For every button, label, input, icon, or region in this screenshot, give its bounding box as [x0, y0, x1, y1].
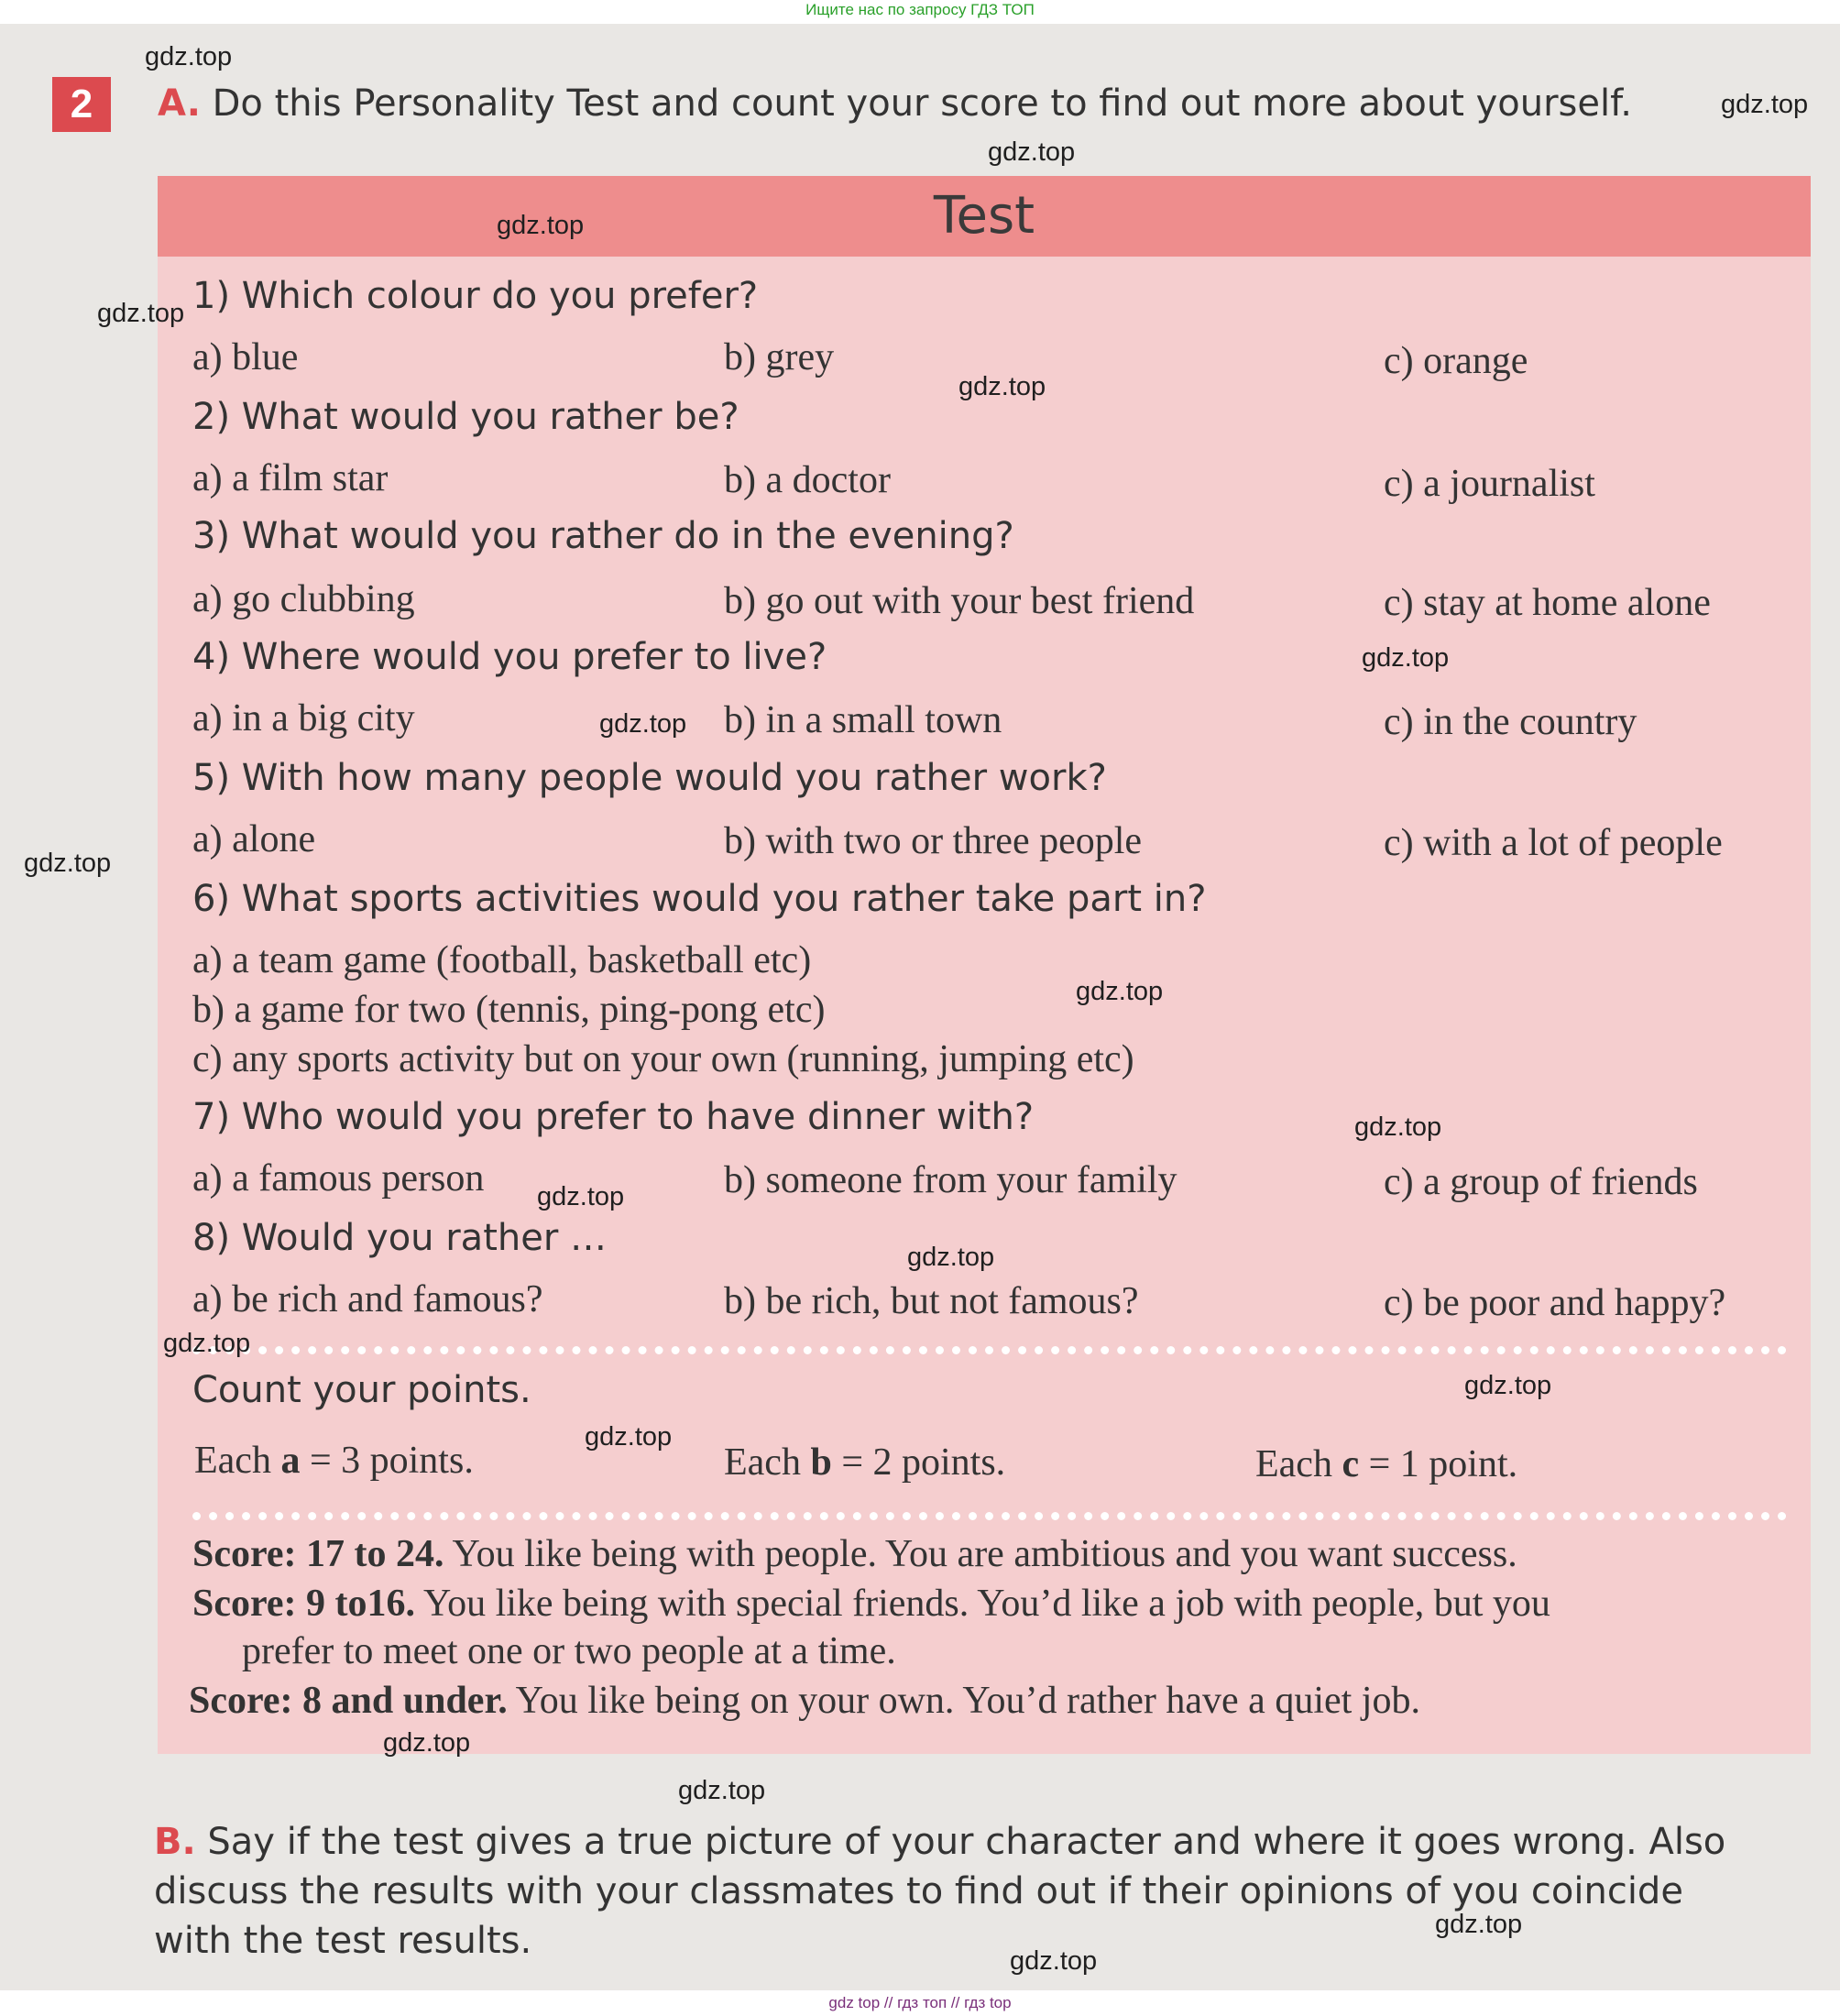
score-mid: Score: 9 to16. You like being with special friends. You’d like a job with people, but you [192, 1583, 1550, 1625]
top-banner[interactable]: Ищите нас по запросу ГДЗ ТОП [0, 0, 1840, 24]
question-2: 2) What would you rather be? [192, 396, 739, 438]
question-6: 6) What sports activities would you rather take part in? [192, 878, 1207, 920]
test-title: Test [158, 176, 1811, 257]
watermark: gdz.top [988, 137, 1076, 167]
watermark: gdz.top [537, 1182, 625, 1211]
exercise-number: 2 [52, 77, 111, 132]
task-b-line-2: discuss the results with your classmates to find out if their opinions of you coincide [154, 1870, 1683, 1912]
task-b-letter: B. [154, 1821, 196, 1863]
watermark: gdz.top [907, 1243, 995, 1272]
score-high: Score: 17 to 24. You like being with people. You are ambitious and you want success. [192, 1533, 1517, 1575]
task-a-text: Do this Personality Test and count your score to find out more about yourself. [212, 82, 1632, 125]
watermark: gdz.top [1435, 1910, 1523, 1939]
question-7: 7) Who would you prefer to have dinner with? [192, 1096, 1035, 1138]
q3-option-a: a) go clubbing [192, 578, 415, 620]
q7-option-a: a) a famous person [192, 1157, 485, 1200]
watermark: gdz.top [163, 1329, 251, 1358]
q6-option-a: a) a team game (football, basketball etc) [192, 939, 812, 981]
watermark: gdz.top [1464, 1371, 1552, 1400]
count-title: Count your points. [192, 1369, 531, 1411]
watermark: gdz.top [1721, 90, 1809, 119]
task-a [158, 79, 1632, 128]
q8-option-a: a) be rich and famous? [192, 1278, 543, 1320]
dotted-divider-2 [192, 1512, 1787, 1520]
points-a: Each a = 3 points. [194, 1440, 474, 1482]
bottom-banner[interactable]: gdz top // гдз топ // гдз top [0, 1990, 1840, 2016]
watermark: gdz.top [1076, 977, 1164, 1006]
dotted-divider-1 [192, 1346, 1787, 1354]
q2-option-c: c) a journalist [1384, 463, 1595, 505]
question-5: 5) With how many people would you rather work? [192, 757, 1107, 799]
q8-option-c: c) be poor and happy? [1384, 1282, 1726, 1324]
q3-option-b: b) go out with your best friend [724, 580, 1195, 622]
question-8: 8) Would you rather … [192, 1217, 607, 1259]
watermark: gdz.top [383, 1728, 471, 1758]
q4-option-b: b) in a small town [724, 699, 1002, 741]
question-3: 3) What would you rather do in the evening? [192, 515, 1014, 557]
score-low: Score: 8 and under. You like being on your own. You’d rather have a quiet job. [189, 1680, 1420, 1722]
task-b-line-1: B. Say if the test gives a true picture of your character and where it goes wrong. Also [154, 1821, 1726, 1863]
watermark: gdz.top [585, 1422, 673, 1452]
points-b: Each b = 2 points. [724, 1441, 1006, 1484]
watermark: gdz.top [958, 372, 1046, 401]
q2-option-a: a) a film star [192, 457, 389, 499]
q6-option-b: b) a game for two (tennis, ping-pong etc) [192, 989, 826, 1031]
watermark: gdz.top [497, 211, 585, 240]
watermark: gdz.top [1010, 1946, 1098, 1976]
q7-option-c: c) a group of friends [1384, 1161, 1698, 1203]
watermark: gdz.top [24, 849, 112, 878]
q2-option-b: b) a doctor [724, 459, 891, 501]
q5-option-a: a) alone [192, 818, 316, 860]
question-1: 1) Which colour do you prefer? [192, 275, 759, 317]
q4-option-c: c) in the country [1384, 701, 1637, 743]
watermark: gdz.top [678, 1776, 766, 1805]
q6-option-c: c) any sports activity but on your own (running, jumping etc) [192, 1038, 1134, 1080]
points-c: Each c = 1 point. [1255, 1443, 1518, 1485]
q5-option-c: c) with a lot of people [1384, 822, 1723, 864]
watermark: gdz.top [97, 299, 185, 328]
watermark: gdz.top [1362, 643, 1450, 673]
task-b-line-3: with the test results. [154, 1920, 532, 1962]
score-mid-continued: prefer to meet one or two people at a time. [242, 1630, 896, 1672]
q1-option-c: c) orange [1384, 340, 1528, 382]
task-a-letter: A. [158, 82, 201, 125]
q4-option-a: a) in a big city [192, 697, 415, 740]
question-4: 4) Where would you prefer to live? [192, 636, 827, 678]
q1-option-b: b) grey [724, 336, 835, 378]
q8-option-b: b) be rich, but not famous? [724, 1280, 1139, 1322]
q1-option-a: a) blue [192, 336, 299, 378]
q5-option-b: b) with two or three people [724, 820, 1143, 862]
watermark: gdz.top [1354, 1112, 1442, 1142]
watermark: gdz.top [145, 42, 233, 71]
q7-option-b: b) someone from your family [724, 1159, 1177, 1201]
watermark: gdz.top [599, 709, 687, 739]
q3-option-c: c) stay at home alone [1384, 582, 1711, 624]
